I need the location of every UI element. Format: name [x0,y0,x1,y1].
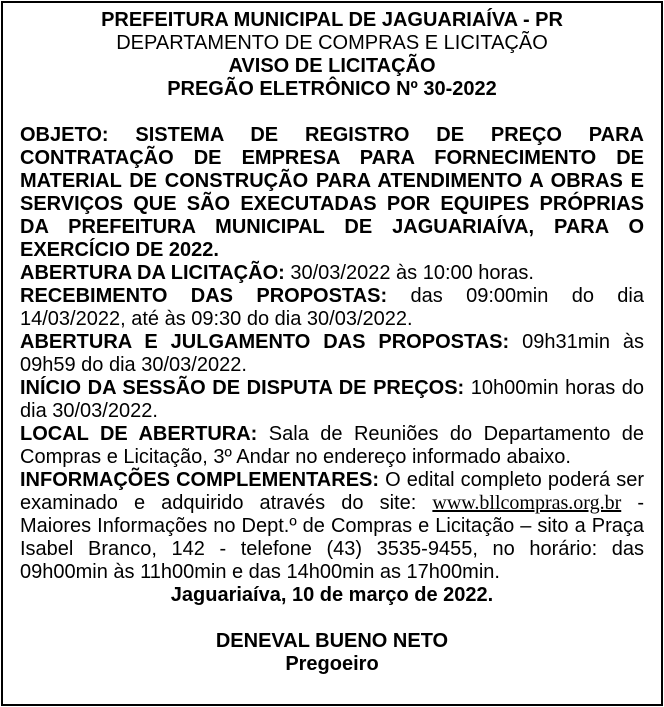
recebimento-text: das 09:00min do dia 14/03/2022, até às 09:30 do dia 30/03/2022. [20,285,644,330]
julgamento-text: 09h31min às 09h59 do dia 30/03/2022. [20,331,644,376]
objeto-label: OBJETO: [20,124,109,146]
department-line: DEPARTAMENTO DE COMPRAS E LICITAÇÃO [116,32,548,54]
paragraph-inicio-disputa [20,377,644,423]
paragraph-informacoes-complementares [20,469,644,584]
signatory-role: Pregoeiro [285,653,379,675]
paragraph-recebimento-propostas [20,285,644,331]
paragraph-abertura-licitacao [20,262,644,285]
local-text: Sala de Reuniões do Departamento de Compras e Licitação, 3º Andar no endereço informado abaixo. [20,423,645,468]
paragraph-abertura-julgamento [20,331,644,377]
informacoes-label: INFORMAÇÕES COMPLEMENTARES: [20,469,380,491]
objeto-text: SISTEMA DE REGISTRO DE PREÇO PARA CONTRATAÇÃO DE EMPRESA PARA FORNECIMENTO DE MATERIAL DE CONSTRUÇÃO PARA ATENDIMENTO A OBRAS E SERVIÇOS QUE SÃO EXECUTADAS POR EQUIPES PRÓPRIAS DA PREFEITURA MUNICIPAL DE JAGUARIAÍVA, PARA O EXERCÍCIO DE 2022. [20,124,644,261]
informacoes-text-after-link: - Maiores Informações no Dept.º de Compras e Licitação – sito a Praça Isabel Branco, 142 - telefone (43) 3535-9455, no horário: das 09h00min às 11h00min e das 14h00min as 17h00min. [20,492,645,583]
abertura-text: 30/03/2022 às 10:00 horas. [290,262,534,284]
website-link[interactable]: www.bllcompras.org.br [432,492,622,514]
document-content [20,9,644,676]
paragraph-objeto [20,124,644,262]
document-border-frame [1,1,663,706]
abertura-label: ABERTURA DA LICITAÇÃO: [20,262,285,284]
date-line: Jaguariaíva, 10 de março de 2022. [170,584,494,606]
informacoes-text-before-link: O edital completo poderá ser examinado e adquirido através do site: [20,469,645,514]
notice-title: AVISO DE LICITAÇÃO [228,55,436,77]
auction-number: PREGÃO ELETRÔNICO Nº 30-2022 [167,78,497,100]
local-label: LOCAL DE ABERTURA: [20,423,258,445]
signatory-name: DENEVAL BUENO NETO [215,630,449,652]
disputa-label: INÍCIO DA SESSÃO DE DISPUTA DE PREÇOS: [20,377,465,399]
disputa-text: 10h00min horas do dia 30/03/2022. [20,377,644,422]
org-title: PREFEITURA MUNICIPAL DE JAGUARIAÍVA - PR [101,9,563,31]
julgamento-label: ABERTURA E JULGAMENTO DAS PROPOSTAS: [20,331,510,353]
paragraph-local-abertura [20,423,644,469]
recebimento-label: RECEBIMENTO DAS PROPOSTAS: [20,285,388,307]
